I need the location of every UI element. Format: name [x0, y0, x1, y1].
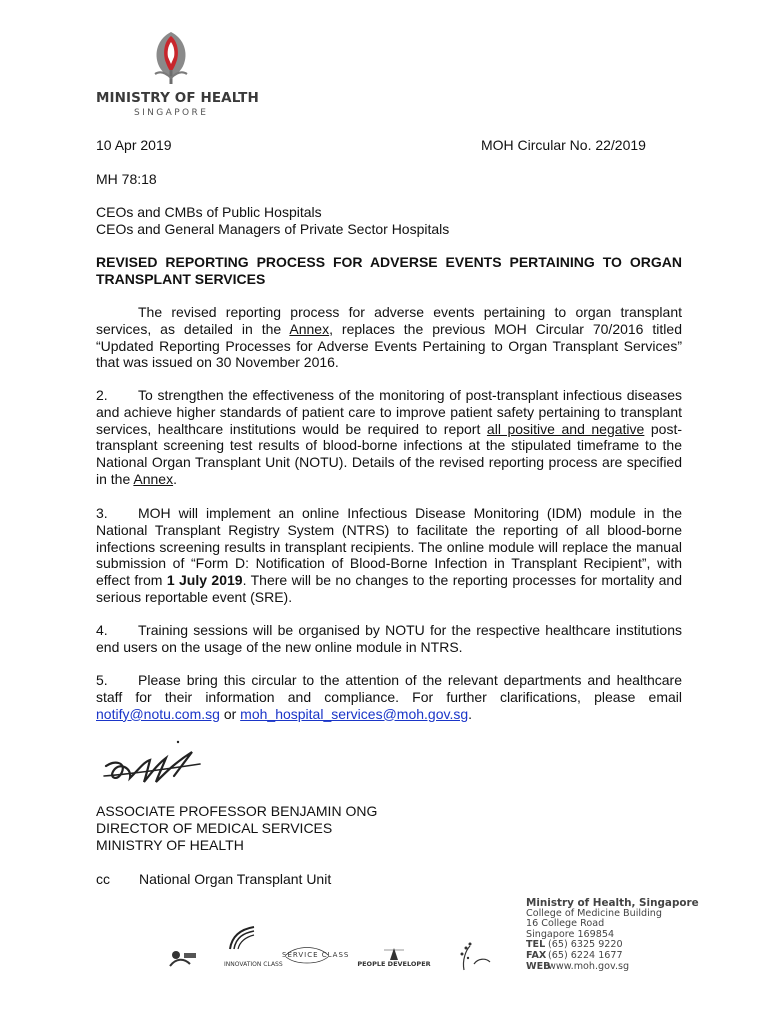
cc-label: cc — [96, 871, 110, 887]
org-name: MINISTRY OF HEALTH — [96, 90, 259, 106]
innovation-class-label: INNOVATION CLASS — [224, 961, 283, 968]
annex-link[interactable]: Annex — [289, 320, 330, 337]
paragraph-3 — [96, 505, 682, 606]
para1-text-a: The revised reporting process for adverse events pertaining to organ transplant services, as detailed in the — [96, 304, 682, 337]
signature-image — [100, 738, 210, 798]
footer-org: Ministry of Health, Singapore — [526, 897, 699, 909]
signatory-title: DIRECTOR OF MEDICAL SERVICES — [96, 820, 333, 836]
recipient-line: CEOs and General Managers of Private Sector Hospitals — [96, 221, 450, 237]
footer-address-line: College of Medicine Building — [526, 907, 662, 919]
para5-end: . — [468, 705, 473, 722]
people-developer-logo — [354, 946, 434, 972]
paragraph-number: 5. — [96, 672, 108, 688]
web-label: WEB — [526, 960, 551, 972]
paragraph-5 — [96, 672, 682, 722]
tree-logo — [456, 940, 496, 974]
para1-text-b: , replaces the previous MOH Circular 70/2016 titled “Updated Reporting Processes for Adverse Events Pertaining to Organ Transplant Services” that was issued on 30 November 2016. — [96, 320, 682, 371]
para4-text: Training sessions will be organised by NOTU for the respective healthcare institutions end users on the usage of the new online module in NTRS. — [96, 622, 682, 655]
sg-health-icon — [168, 948, 198, 968]
email-link-notu[interactable]: notify@notu.com.sg — [96, 705, 220, 722]
circular-number: MOH Circular No. 22/2019 — [481, 137, 646, 153]
paragraph-number: 3. — [96, 505, 108, 521]
para2-text-b: post-transplant screening test results of blood-borne infections at the stipulated timeframe to the National Organ Transplant Unit (NOTU). Details of the revised reporting process are specified in the — [96, 420, 683, 487]
paragraph-number: 4. — [96, 622, 108, 638]
org-country: SINGAPORE — [134, 108, 209, 118]
reference-number: MH 78:18 — [96, 171, 157, 187]
annex-link[interactable]: Annex — [133, 470, 174, 487]
effective-date: 1 July 2019 — [166, 572, 243, 589]
moh-crest-icon — [151, 30, 191, 86]
footer-address — [526, 898, 699, 972]
service-class-label: SERVICE CLASS — [282, 951, 350, 959]
para3-text-a: MOH will implement an online Infectious Disease Monitoring (IDM) module in the National Transplant Registry System (NTRS) to facilitate the reporting of all blood-borne infections screening results in transplant recipients. The online module will replace the manual submission of “Form D: Notification of Blood-Borne Infection in Transplant Recipient”, with effect from — [96, 505, 682, 589]
footer-address-line: 16 College Road — [526, 918, 605, 930]
emphasis-text: all positive and negative — [486, 420, 645, 437]
footer-web — [526, 962, 699, 973]
circular-title: REVISED REPORTING PROCESS FOR ADVERSE EVENTS PERTAINING TO ORGAN TRANSPLANT SERVICES — [96, 254, 682, 287]
innovation-class-logo — [224, 925, 283, 975]
web-link[interactable]: www.moh.gov.sg — [548, 960, 630, 972]
innovation-swirl-icon — [224, 925, 260, 951]
fax-value: (65) 6224 1677 — [548, 949, 623, 961]
para5-or: or — [219, 705, 241, 722]
cc-recipient: National Organ Transplant Unit — [139, 871, 332, 887]
para2-text-a: To strengthen the effectiveness of the monitoring of post-transplant infectious diseases and achieve higher standards of patient care to improve patient safety pertaining to transplant services, healthcare institutions would be required to report — [96, 387, 682, 437]
tel-label: TEL — [526, 939, 546, 951]
service-class-logo — [282, 943, 350, 973]
fax-label: FAX — [526, 949, 547, 961]
sg-health-logo — [168, 948, 198, 974]
people-developer-label: PEOPLE DEVELOPER — [357, 960, 431, 968]
tel-value: (65) 6325 9220 — [548, 939, 623, 951]
signatory-name: ASSOCIATE PROFESSOR BENJAMIN ONG — [96, 803, 378, 819]
paragraph-2 — [96, 387, 682, 488]
tree-icon — [456, 940, 496, 974]
signatory-org: MINISTRY OF HEALTH — [96, 837, 244, 853]
paragraph-1 — [96, 304, 682, 371]
recipient-line: CEOs and CMBs of Public Hospitals — [96, 204, 322, 220]
email-link-moh[interactable]: moh_hospital_services@moh.gov.sg — [240, 705, 469, 722]
footer-address-line: Singapore 169854 — [526, 928, 615, 940]
paragraph-number: 2. — [96, 387, 108, 403]
paragraph-4 — [96, 622, 682, 656]
para5-text-a: Please bring this circular to the attention of the relevant departments and healthcare staff for their information and compliance. For further clarifications, please email — [96, 672, 682, 705]
circular-date: 10 Apr 2019 — [96, 137, 172, 153]
para2-text-c: . — [173, 470, 177, 487]
para3-text-b: . There will be no changes to the reporting processes for mortality and serious reportable event (SRE). — [96, 572, 682, 605]
